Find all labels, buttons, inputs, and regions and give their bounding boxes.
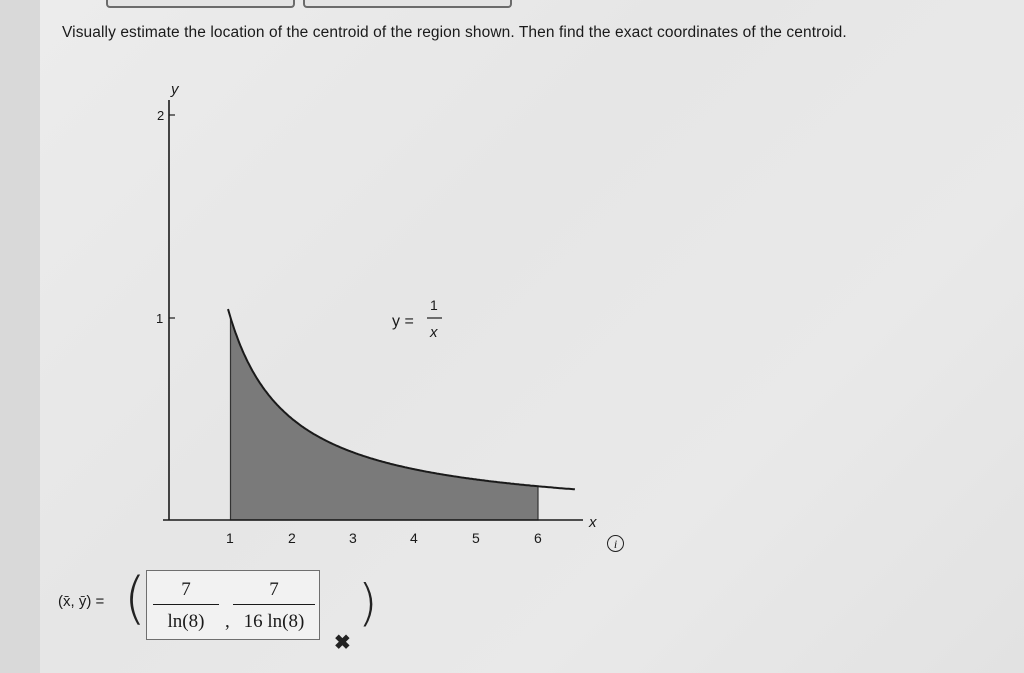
x-tick-label-1: 1	[226, 530, 234, 546]
curve-label-lhs: y =	[392, 313, 414, 330]
y-axis-label: y	[171, 81, 179, 98]
curve-label-den: x	[430, 324, 438, 341]
x-tick-label-5: 5	[472, 530, 480, 546]
y-fraction	[233, 579, 315, 633]
x-tick-label-2: 2	[288, 530, 296, 546]
answer-input-box[interactable]	[146, 570, 320, 640]
question-text: Visually estimate the location of the centroid of the region shown. Then find the exact coordinates of the centroid.	[62, 24, 847, 41]
info-icon[interactable]: i	[607, 535, 624, 552]
left-paren: (	[124, 566, 146, 631]
y-numerator: 7	[269, 579, 279, 600]
x-tick-label-6: 6	[534, 530, 542, 546]
x-tick-label-4: 4	[410, 530, 418, 546]
shaded-region	[231, 318, 539, 521]
incorrect-icon: ✖	[334, 632, 351, 654]
x-tick-label-3: 3	[349, 530, 357, 546]
centroid-label: (x̄, ȳ) =	[58, 593, 105, 610]
x-axis-label: x	[589, 514, 597, 531]
x-numerator: 7	[181, 579, 191, 600]
y-tick-label-1: 1	[156, 311, 164, 326]
curve-label-num: 1	[430, 297, 438, 313]
x-denominator: ln(8)	[167, 611, 205, 632]
y-denominator: 16 ln(8)	[243, 611, 305, 632]
right-paren: )	[358, 574, 378, 632]
y-tick-label-2: 2	[157, 108, 165, 123]
coordinate-separator: ,	[225, 611, 230, 632]
x-fraction	[153, 579, 219, 633]
